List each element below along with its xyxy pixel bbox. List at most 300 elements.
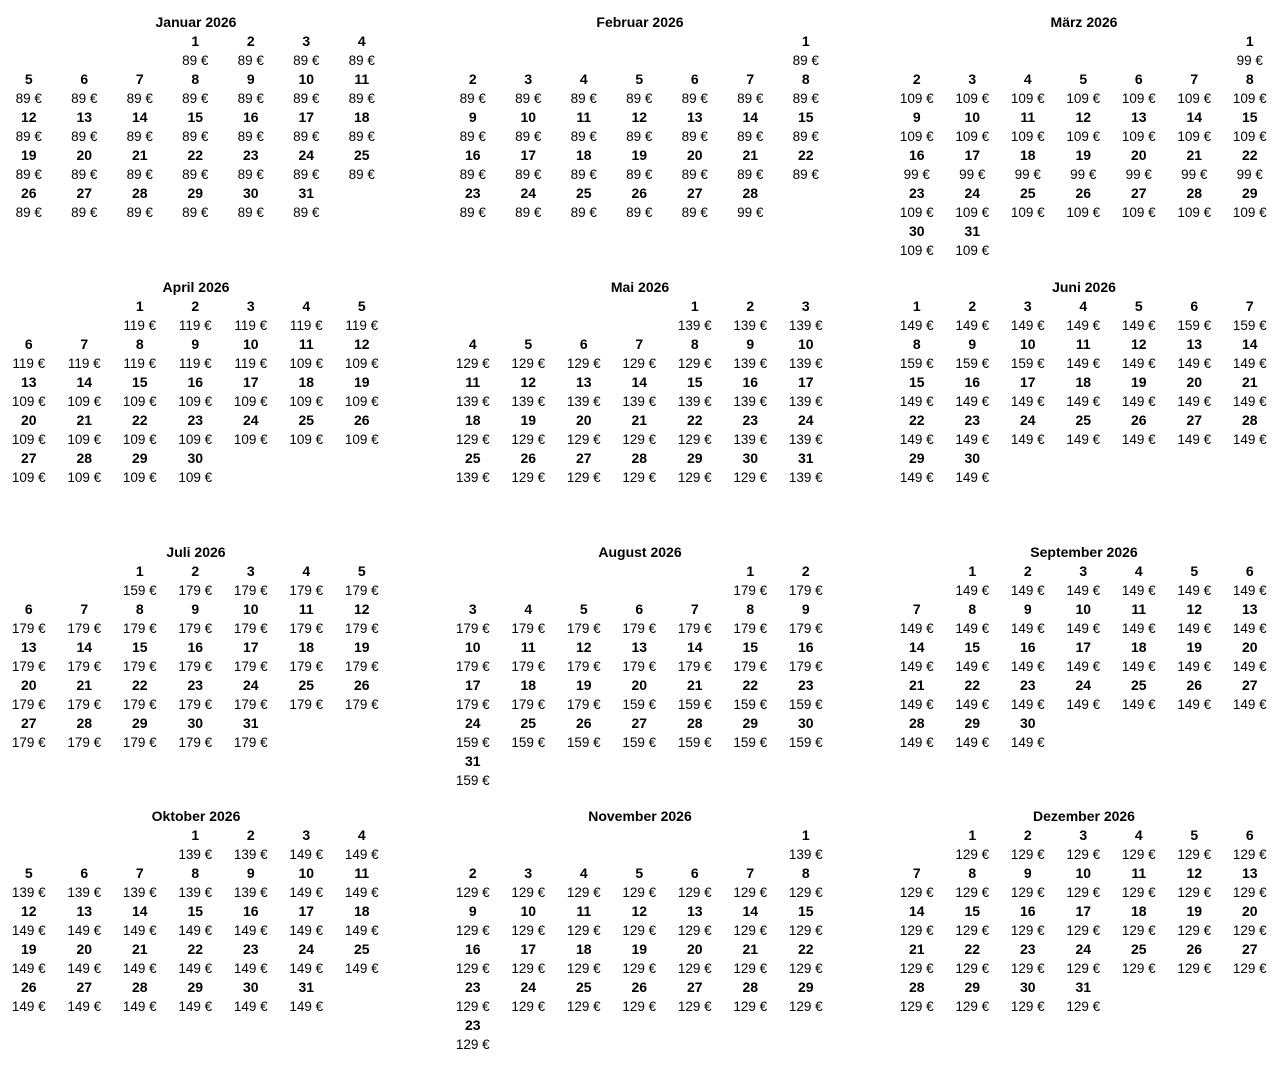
day-cell[interactable] <box>445 676 501 714</box>
day-cell[interactable] <box>57 449 113 487</box>
day-cell[interactable] <box>945 222 1001 260</box>
day-cell[interactable] <box>778 902 834 940</box>
day-cell[interactable] <box>1222 146 1278 184</box>
day-cell[interactable] <box>112 902 168 940</box>
day-cell[interactable] <box>445 940 501 978</box>
day-cell[interactable] <box>1000 902 1056 940</box>
day-cell[interactable] <box>445 449 501 487</box>
day-cell[interactable] <box>723 600 779 638</box>
day-cell[interactable] <box>1000 864 1056 902</box>
day-cell[interactable] <box>612 638 668 676</box>
day-cell[interactable] <box>57 108 113 146</box>
day-cell[interactable] <box>1 146 57 184</box>
day-cell[interactable] <box>556 70 612 108</box>
day-cell[interactable] <box>112 146 168 184</box>
day-cell[interactable] <box>945 70 1001 108</box>
day-cell[interactable] <box>334 108 390 146</box>
day-cell[interactable] <box>723 146 779 184</box>
day-cell[interactable] <box>168 184 224 222</box>
day-cell[interactable] <box>723 335 779 373</box>
day-cell[interactable] <box>112 638 168 676</box>
day-cell[interactable] <box>223 562 279 600</box>
day-cell[interactable] <box>889 335 945 373</box>
day-cell[interactable] <box>445 902 501 940</box>
day-cell[interactable] <box>501 940 557 978</box>
day-cell[interactable] <box>112 978 168 1016</box>
day-cell[interactable] <box>168 335 224 373</box>
day-cell[interactable] <box>445 600 501 638</box>
day-cell[interactable] <box>667 714 723 752</box>
day-cell[interactable] <box>612 411 668 449</box>
day-cell[interactable] <box>723 449 779 487</box>
day-cell[interactable] <box>1167 108 1223 146</box>
day-cell[interactable] <box>57 70 113 108</box>
day-cell[interactable] <box>889 902 945 940</box>
day-cell[interactable] <box>1000 70 1056 108</box>
day-cell[interactable] <box>501 335 557 373</box>
day-cell[interactable] <box>778 562 834 600</box>
day-cell[interactable] <box>223 146 279 184</box>
day-cell[interactable] <box>1167 184 1223 222</box>
day-cell[interactable] <box>1000 146 1056 184</box>
day-cell[interactable] <box>168 449 224 487</box>
day-cell[interactable] <box>667 638 723 676</box>
day-cell[interactable] <box>889 297 945 335</box>
day-cell[interactable] <box>556 335 612 373</box>
day-cell[interactable] <box>1167 297 1223 335</box>
day-cell[interactable] <box>723 714 779 752</box>
day-cell[interactable] <box>1167 600 1223 638</box>
day-cell[interactable] <box>556 411 612 449</box>
day-cell[interactable] <box>1056 562 1112 600</box>
day-cell[interactable] <box>723 297 779 335</box>
day-cell[interactable] <box>501 638 557 676</box>
day-cell[interactable] <box>1167 70 1223 108</box>
day-cell[interactable] <box>778 638 834 676</box>
day-cell[interactable] <box>612 714 668 752</box>
day-cell[interactable] <box>889 978 945 1016</box>
day-cell[interactable] <box>168 297 224 335</box>
day-cell[interactable] <box>1167 940 1223 978</box>
day-cell[interactable] <box>1 864 57 902</box>
day-cell[interactable] <box>168 411 224 449</box>
day-cell[interactable] <box>1222 70 1278 108</box>
day-cell[interactable] <box>556 373 612 411</box>
day-cell[interactable] <box>279 562 335 600</box>
day-cell[interactable] <box>1 335 57 373</box>
day-cell[interactable] <box>501 864 557 902</box>
day-cell[interactable] <box>1222 600 1278 638</box>
day-cell[interactable] <box>945 373 1001 411</box>
day-cell[interactable] <box>1111 297 1167 335</box>
day-cell[interactable] <box>445 108 501 146</box>
day-cell[interactable] <box>723 940 779 978</box>
day-cell[interactable] <box>945 902 1001 940</box>
day-cell[interactable] <box>1 714 57 752</box>
day-cell[interactable] <box>723 373 779 411</box>
day-cell[interactable] <box>445 638 501 676</box>
day-cell[interactable] <box>57 940 113 978</box>
day-cell[interactable] <box>1111 600 1167 638</box>
day-cell[interactable] <box>1111 70 1167 108</box>
day-cell[interactable] <box>1000 676 1056 714</box>
day-cell[interactable] <box>1 108 57 146</box>
day-cell[interactable] <box>279 411 335 449</box>
day-cell[interactable] <box>1111 940 1167 978</box>
day-cell[interactable] <box>1 638 57 676</box>
day-cell[interactable] <box>723 978 779 1016</box>
day-cell[interactable] <box>1000 600 1056 638</box>
day-cell[interactable] <box>723 638 779 676</box>
day-cell[interactable] <box>778 449 834 487</box>
day-cell[interactable] <box>57 902 113 940</box>
day-cell[interactable] <box>667 335 723 373</box>
day-cell[interactable] <box>1056 70 1112 108</box>
day-cell[interactable] <box>667 449 723 487</box>
day-cell[interactable] <box>223 826 279 864</box>
day-cell[interactable] <box>556 638 612 676</box>
day-cell[interactable] <box>667 146 723 184</box>
day-cell[interactable] <box>279 826 335 864</box>
day-cell[interactable] <box>445 373 501 411</box>
day-cell[interactable] <box>1000 638 1056 676</box>
day-cell[interactable] <box>279 184 335 222</box>
day-cell[interactable] <box>612 676 668 714</box>
day-cell[interactable] <box>445 752 501 790</box>
day-cell[interactable] <box>1111 373 1167 411</box>
day-cell[interactable] <box>334 864 390 902</box>
day-cell[interactable] <box>223 373 279 411</box>
day-cell[interactable] <box>279 864 335 902</box>
day-cell[interactable] <box>1056 826 1112 864</box>
day-cell[interactable] <box>556 108 612 146</box>
day-cell[interactable] <box>334 297 390 335</box>
day-cell[interactable] <box>945 940 1001 978</box>
day-cell[interactable] <box>168 940 224 978</box>
day-cell[interactable] <box>778 676 834 714</box>
day-cell[interactable] <box>1167 826 1223 864</box>
day-cell[interactable] <box>334 411 390 449</box>
day-cell[interactable] <box>1 676 57 714</box>
day-cell[interactable] <box>778 70 834 108</box>
day-cell[interactable] <box>168 978 224 1016</box>
day-cell[interactable] <box>57 600 113 638</box>
day-cell[interactable] <box>889 940 945 978</box>
day-cell[interactable] <box>723 562 779 600</box>
day-cell[interactable] <box>1 600 57 638</box>
day-cell[interactable] <box>945 562 1001 600</box>
day-cell[interactable] <box>612 940 668 978</box>
day-cell[interactable] <box>57 978 113 1016</box>
day-cell[interactable] <box>889 600 945 638</box>
day-cell[interactable] <box>1111 146 1167 184</box>
day-cell[interactable] <box>1 940 57 978</box>
day-cell[interactable] <box>778 600 834 638</box>
day-cell[interactable] <box>279 978 335 1016</box>
day-cell[interactable] <box>223 32 279 70</box>
day-cell[interactable] <box>1222 373 1278 411</box>
day-cell[interactable] <box>1222 108 1278 146</box>
day-cell[interactable] <box>1000 411 1056 449</box>
day-cell[interactable] <box>1000 978 1056 1016</box>
day-cell[interactable] <box>612 335 668 373</box>
day-cell[interactable] <box>1 978 57 1016</box>
day-cell[interactable] <box>945 638 1001 676</box>
day-cell[interactable] <box>279 146 335 184</box>
day-cell[interactable] <box>1222 676 1278 714</box>
day-cell[interactable] <box>1056 940 1112 978</box>
day-cell[interactable] <box>1056 600 1112 638</box>
day-cell[interactable] <box>945 297 1001 335</box>
day-cell[interactable] <box>556 146 612 184</box>
day-cell[interactable] <box>723 108 779 146</box>
day-cell[interactable] <box>334 70 390 108</box>
day-cell[interactable] <box>1000 940 1056 978</box>
day-cell[interactable] <box>945 335 1001 373</box>
day-cell[interactable] <box>168 32 224 70</box>
day-cell[interactable] <box>112 297 168 335</box>
day-cell[interactable] <box>1111 562 1167 600</box>
day-cell[interactable] <box>889 184 945 222</box>
day-cell[interactable] <box>112 562 168 600</box>
day-cell[interactable] <box>667 184 723 222</box>
day-cell[interactable] <box>612 902 668 940</box>
day-cell[interactable] <box>279 297 335 335</box>
day-cell[interactable] <box>1000 714 1056 752</box>
day-cell[interactable] <box>1167 562 1223 600</box>
day-cell[interactable] <box>168 373 224 411</box>
day-cell[interactable] <box>1056 146 1112 184</box>
day-cell[interactable] <box>889 714 945 752</box>
day-cell[interactable] <box>1 184 57 222</box>
day-cell[interactable] <box>112 714 168 752</box>
day-cell[interactable] <box>334 562 390 600</box>
day-cell[interactable] <box>723 70 779 108</box>
day-cell[interactable] <box>1056 184 1112 222</box>
day-cell[interactable] <box>1056 864 1112 902</box>
day-cell[interactable] <box>612 978 668 1016</box>
day-cell[interactable] <box>1222 184 1278 222</box>
day-cell[interactable] <box>1167 411 1223 449</box>
day-cell[interactable] <box>945 146 1001 184</box>
day-cell[interactable] <box>667 373 723 411</box>
day-cell[interactable] <box>1056 373 1112 411</box>
day-cell[interactable] <box>445 864 501 902</box>
day-cell[interactable] <box>556 940 612 978</box>
day-cell[interactable] <box>1056 638 1112 676</box>
day-cell[interactable] <box>1000 562 1056 600</box>
day-cell[interactable] <box>57 864 113 902</box>
day-cell[interactable] <box>1167 864 1223 902</box>
day-cell[interactable] <box>1111 864 1167 902</box>
day-cell[interactable] <box>445 146 501 184</box>
day-cell[interactable] <box>778 108 834 146</box>
day-cell[interactable] <box>168 562 224 600</box>
day-cell[interactable] <box>945 184 1001 222</box>
day-cell[interactable] <box>667 297 723 335</box>
day-cell[interactable] <box>57 373 113 411</box>
day-cell[interactable] <box>1056 297 1112 335</box>
day-cell[interactable] <box>1056 902 1112 940</box>
day-cell[interactable] <box>223 108 279 146</box>
day-cell[interactable] <box>112 184 168 222</box>
day-cell[interactable] <box>334 940 390 978</box>
day-cell[interactable] <box>445 714 501 752</box>
day-cell[interactable] <box>112 108 168 146</box>
day-cell[interactable] <box>223 714 279 752</box>
day-cell[interactable] <box>1222 411 1278 449</box>
day-cell[interactable] <box>168 600 224 638</box>
day-cell[interactable] <box>501 902 557 940</box>
day-cell[interactable] <box>667 864 723 902</box>
day-cell[interactable] <box>112 70 168 108</box>
day-cell[interactable] <box>667 70 723 108</box>
day-cell[interactable] <box>445 335 501 373</box>
day-cell[interactable] <box>57 335 113 373</box>
day-cell[interactable] <box>612 373 668 411</box>
day-cell[interactable] <box>945 826 1001 864</box>
day-cell[interactable] <box>945 449 1001 487</box>
day-cell[interactable] <box>667 108 723 146</box>
day-cell[interactable] <box>279 32 335 70</box>
day-cell[interactable] <box>334 32 390 70</box>
day-cell[interactable] <box>112 373 168 411</box>
day-cell[interactable] <box>1222 864 1278 902</box>
day-cell[interactable] <box>1222 940 1278 978</box>
day-cell[interactable] <box>945 864 1001 902</box>
day-cell[interactable] <box>889 411 945 449</box>
day-cell[interactable] <box>1 902 57 940</box>
day-cell[interactable] <box>334 373 390 411</box>
day-cell[interactable] <box>279 108 335 146</box>
day-cell[interactable] <box>223 335 279 373</box>
day-cell[interactable] <box>1111 826 1167 864</box>
day-cell[interactable] <box>334 600 390 638</box>
day-cell[interactable] <box>945 978 1001 1016</box>
day-cell[interactable] <box>1222 902 1278 940</box>
day-cell[interactable] <box>667 902 723 940</box>
day-cell[interactable] <box>168 864 224 902</box>
day-cell[interactable] <box>1000 335 1056 373</box>
day-cell[interactable] <box>778 297 834 335</box>
day-cell[interactable] <box>1222 32 1278 70</box>
day-cell[interactable] <box>1222 335 1278 373</box>
day-cell[interactable] <box>445 978 501 1016</box>
day-cell[interactable] <box>112 940 168 978</box>
day-cell[interactable] <box>501 70 557 108</box>
day-cell[interactable] <box>112 864 168 902</box>
day-cell[interactable] <box>1000 184 1056 222</box>
day-cell[interactable] <box>723 902 779 940</box>
day-cell[interactable] <box>168 108 224 146</box>
day-cell[interactable] <box>556 864 612 902</box>
day-cell[interactable] <box>223 864 279 902</box>
day-cell[interactable] <box>1000 297 1056 335</box>
day-cell[interactable] <box>945 676 1001 714</box>
day-cell[interactable] <box>556 449 612 487</box>
day-cell[interactable] <box>889 146 945 184</box>
day-cell[interactable] <box>889 676 945 714</box>
day-cell[interactable] <box>445 1016 501 1054</box>
day-cell[interactable] <box>168 146 224 184</box>
day-cell[interactable] <box>1 411 57 449</box>
day-cell[interactable] <box>112 449 168 487</box>
day-cell[interactable] <box>889 108 945 146</box>
day-cell[interactable] <box>1167 335 1223 373</box>
day-cell[interactable] <box>279 335 335 373</box>
day-cell[interactable] <box>501 714 557 752</box>
day-cell[interactable] <box>334 826 390 864</box>
day-cell[interactable] <box>168 902 224 940</box>
day-cell[interactable] <box>1167 146 1223 184</box>
day-cell[interactable] <box>501 978 557 1016</box>
day-cell[interactable] <box>1167 902 1223 940</box>
day-cell[interactable] <box>667 600 723 638</box>
day-cell[interactable] <box>778 335 834 373</box>
day-cell[interactable] <box>168 676 224 714</box>
day-cell[interactable] <box>334 676 390 714</box>
day-cell[interactable] <box>889 373 945 411</box>
day-cell[interactable] <box>1222 826 1278 864</box>
day-cell[interactable] <box>223 638 279 676</box>
day-cell[interactable] <box>223 600 279 638</box>
day-cell[interactable] <box>1 70 57 108</box>
day-cell[interactable] <box>223 70 279 108</box>
day-cell[interactable] <box>112 600 168 638</box>
day-cell[interactable] <box>168 714 224 752</box>
day-cell[interactable] <box>612 146 668 184</box>
day-cell[interactable] <box>501 108 557 146</box>
day-cell[interactable] <box>57 638 113 676</box>
day-cell[interactable] <box>778 146 834 184</box>
day-cell[interactable] <box>168 70 224 108</box>
day-cell[interactable] <box>501 146 557 184</box>
day-cell[interactable] <box>223 940 279 978</box>
day-cell[interactable] <box>889 864 945 902</box>
day-cell[interactable] <box>1111 184 1167 222</box>
day-cell[interactable] <box>57 146 113 184</box>
day-cell[interactable] <box>501 676 557 714</box>
day-cell[interactable] <box>778 714 834 752</box>
day-cell[interactable] <box>57 676 113 714</box>
day-cell[interactable] <box>223 411 279 449</box>
day-cell[interactable] <box>279 373 335 411</box>
day-cell[interactable] <box>889 222 945 260</box>
day-cell[interactable] <box>279 902 335 940</box>
day-cell[interactable] <box>1 449 57 487</box>
day-cell[interactable] <box>223 978 279 1016</box>
day-cell[interactable] <box>612 864 668 902</box>
day-cell[interactable] <box>723 411 779 449</box>
day-cell[interactable] <box>334 902 390 940</box>
day-cell[interactable] <box>556 714 612 752</box>
day-cell[interactable] <box>223 297 279 335</box>
day-cell[interactable] <box>279 600 335 638</box>
day-cell[interactable] <box>889 70 945 108</box>
day-cell[interactable] <box>667 940 723 978</box>
day-cell[interactable] <box>279 70 335 108</box>
day-cell[interactable] <box>1056 108 1112 146</box>
day-cell[interactable] <box>945 714 1001 752</box>
day-cell[interactable] <box>279 638 335 676</box>
day-cell[interactable] <box>778 411 834 449</box>
day-cell[interactable] <box>334 146 390 184</box>
day-cell[interactable] <box>501 411 557 449</box>
day-cell[interactable] <box>1056 335 1112 373</box>
day-cell[interactable] <box>945 411 1001 449</box>
day-cell[interactable] <box>667 978 723 1016</box>
day-cell[interactable] <box>945 600 1001 638</box>
